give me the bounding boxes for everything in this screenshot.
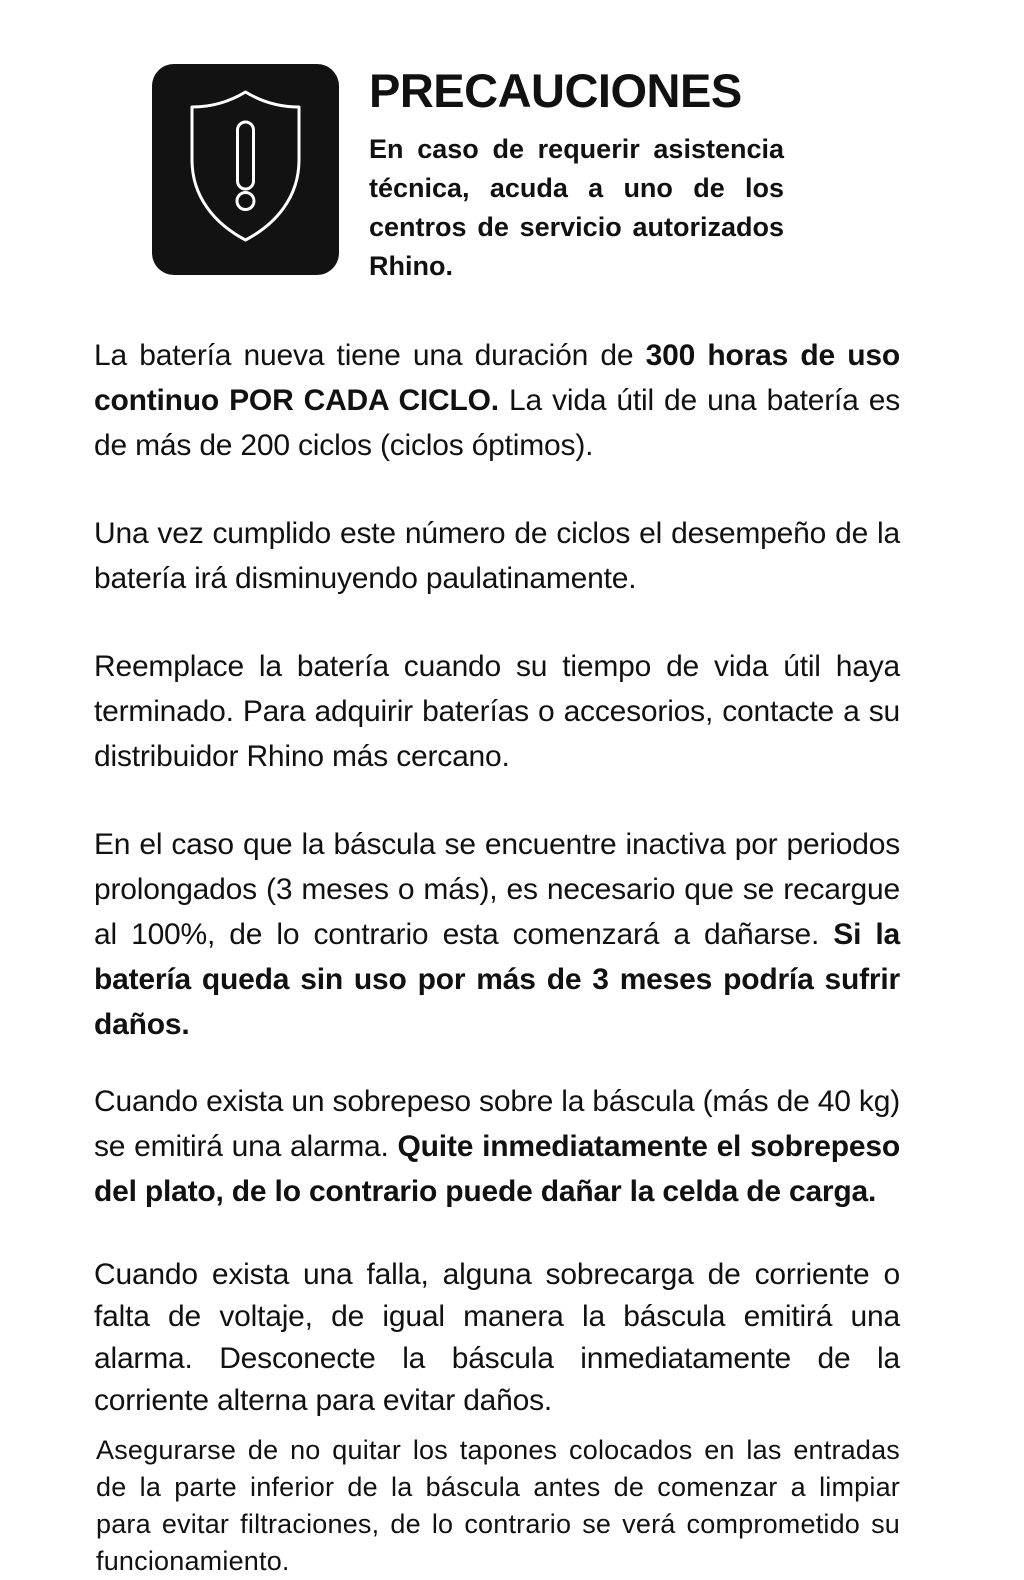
battery-duration-emphasis: 300 horas de uso continuo POR CADA CICLO.: [94, 339, 900, 417]
battery-duration-text-start: La batería nueva tiene una duración de: [94, 339, 646, 372]
overweight-paragraph: [94, 1079, 900, 1214]
overweight-text: Cuando exista un sobrepeso sobre la báscula (más de 40 kg) se emitirá una alarma.: [94, 1085, 900, 1163]
overweight-warning: Quite inmediatamente el sobrepeso del plato, de lo contrario puede dañar la celda de carga.: [94, 1130, 900, 1208]
battery-replacement-paragraph: Reemplace la batería cuando su tiempo de vida útil haya terminado. Para adquirir baterías o accesorios, contacte a su distribuidor Rhino más cercano.: [94, 650, 900, 773]
failure-alarm-paragraph: Cuando exista una falla, alguna sobrecarga de corriente o falta de voltaje, de igual manera la báscula emitirá una alarma. Desconecte la báscula inmediatamente de la corriente alterna para evitar daños.: [94, 1258, 900, 1417]
battery-duration-paragraph: [94, 333, 900, 468]
precautions-header: [152, 64, 792, 284]
intro-text: En caso de requerir asistencia técnica, acuda a uno de los centros de servicio autorizados Rhino.: [369, 134, 784, 281]
inactivity-paragraph: [94, 822, 900, 1047]
precautions-content: [94, 333, 900, 1580]
inactivity-warning: Si la batería queda sin uso por más de 3 meses podría sufrir daños.: [94, 918, 900, 1041]
cleaning-plugs-paragraph: Asegurarse de no quitar los tapones colocados en las entradas de la parte inferior de la báscula antes de comenzar a limpiar para evitar filtraciones, de lo contrario se verá comprometido su funcionamiento.: [96, 1435, 900, 1576]
page-title: PRECAUCIONES: [369, 64, 742, 117]
inactivity-text: En el caso que la báscula se encuentre inactiva por periodos prolongados (3 meses o más), es necesario que se recargue al 100%, de lo contrario esta comenzará a dañarse.: [94, 828, 900, 951]
shield-alert-icon: [152, 64, 339, 275]
battery-duration-text-end: La vida útil de una batería es de más de 200 ciclos (ciclos óptimos).: [94, 384, 900, 462]
battery-cycles-paragraph: Una vez cumplido este número de ciclos el desempeño de la batería irá disminuyendo paulatinamente.: [94, 517, 900, 595]
